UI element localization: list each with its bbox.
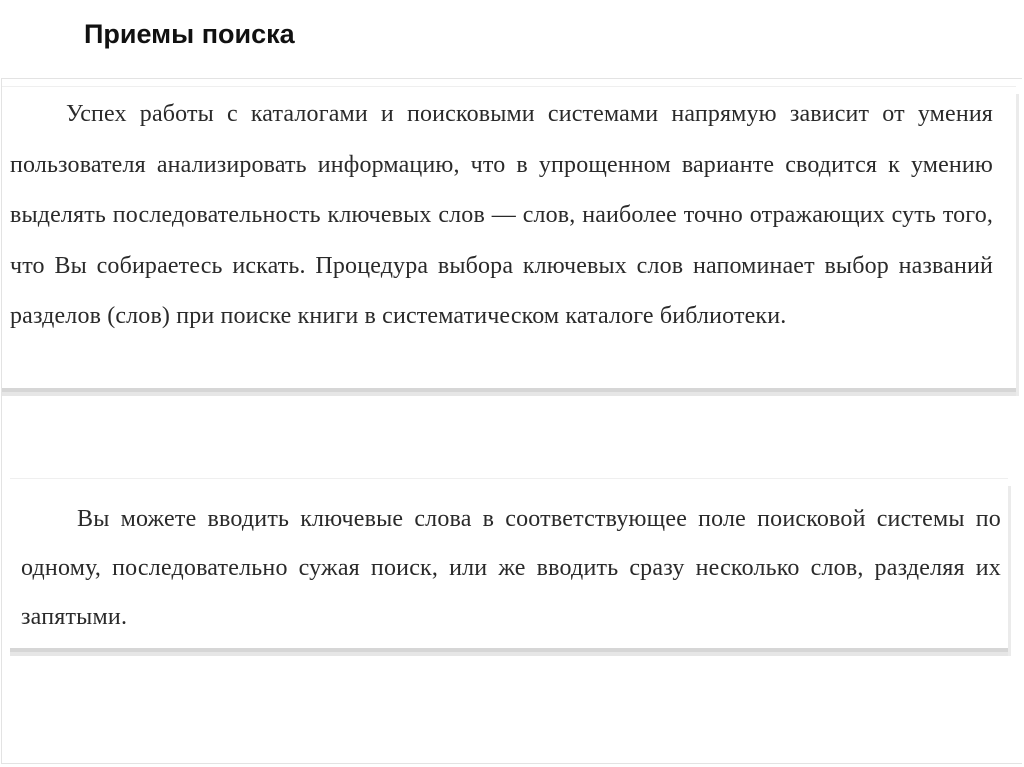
slide-title: Приемы поиска bbox=[84, 19, 295, 49]
scanned-text-block-1 bbox=[2, 86, 1016, 388]
paragraph-1: Успех работы с каталогами и поисковыми системами напрямую зависит от умения пользователя анализировать информацию, что в упрощенном варианте сводится к умению выделять последовательность ключевых слов — слов, наиболее точно отражающих суть того, что Вы собираетесь искать. Процедура выбора ключевых слов напоминает выбор названий разделов (слов) при поиске книги в систематическом каталоге библиотеки. bbox=[10, 101, 993, 329]
paragraph-2: Вы можете вводить ключевые слова в соответствующее поле поисковой системы по одному, последовательно сужая поиск, или же вводить сразу несколько слов, разделяя их запятыми. bbox=[21, 506, 1001, 630]
scanned-text-block-2 bbox=[10, 478, 1008, 648]
